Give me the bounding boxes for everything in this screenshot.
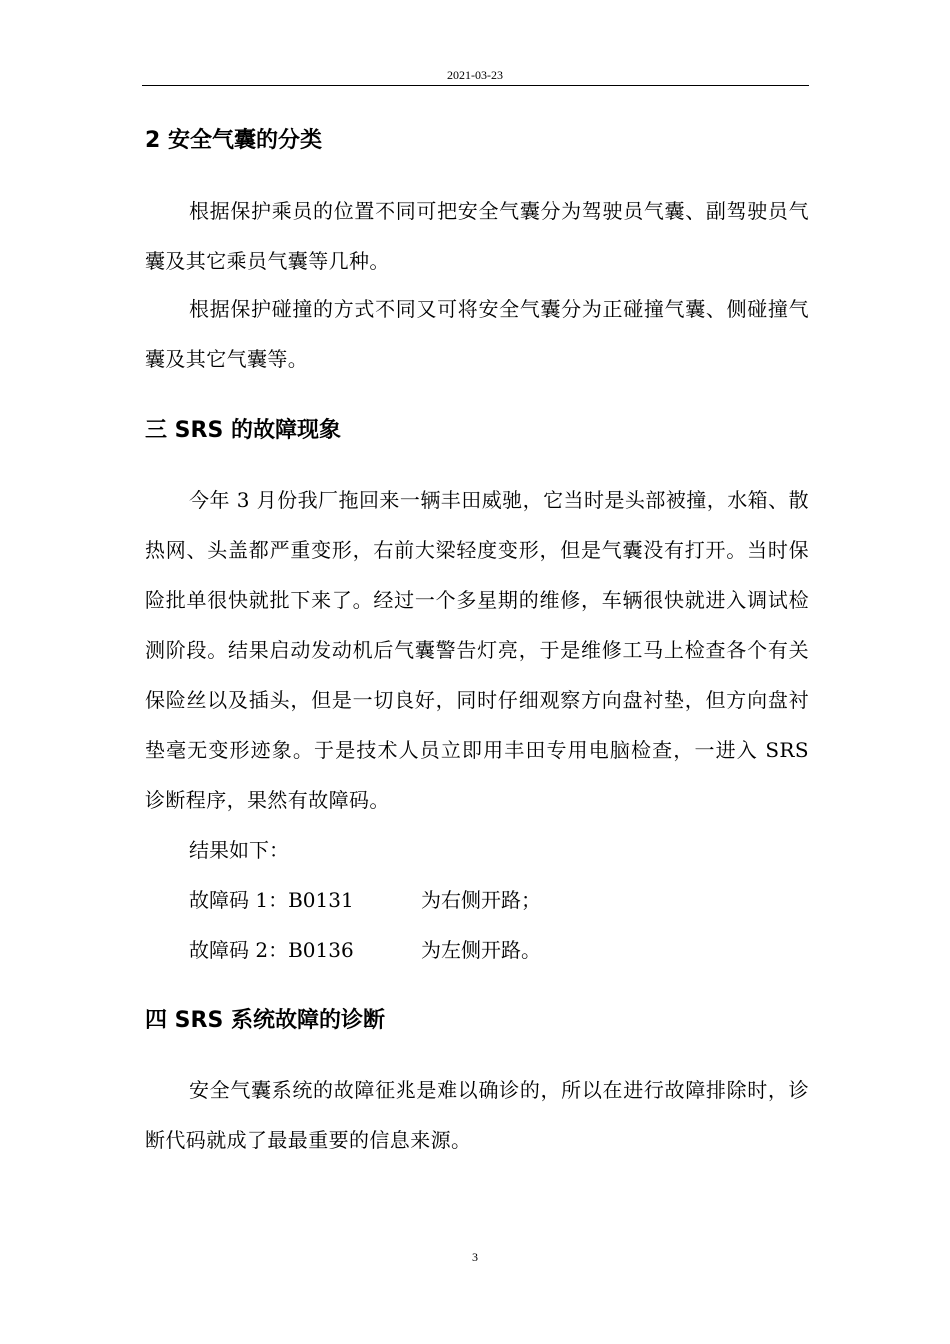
fault-code-desc-1: 为右侧开路； — [421, 888, 541, 912]
paragraph-fault-case: 今年 3 月份我厂拖回来一辆丰田威驰，它当时是头部被撞，水箱、散热网、头盖都严重变形，右前大梁轻度变形，但是气囊没有打开。当时保险批单很快就批下来了。经过一个多星期的维修，车辆很快就进入调试检测阶段。结果启动发动机后气囊警告灯亮，于是维修工马上检查各个有关保险丝以及插头，但是一切良好，同时仔细观察方向盘衬垫，但方向盘衬垫毫无变形迹象。于是技术人员立即用丰田专用电脑检查，一进入 SRS 诊断程序，果然有故障码。 — [145, 488, 809, 812]
section-heading-classification: 2 安全气囊的分类 — [145, 128, 322, 153]
section-heading-diagnosis: 四 SRS 系统故障的诊断 — [145, 1008, 385, 1033]
fault-code-label-2: 故障码 2：B0136 — [189, 938, 354, 962]
header-date: 2021-03-23 — [447, 68, 503, 82]
fault-code-label-1: 故障码 1：B0131 — [189, 888, 354, 912]
fault-code-desc-2: 为左侧开路。 — [421, 938, 541, 962]
section-heading-fault-symptoms: 三 SRS 的故障现象 — [145, 418, 341, 443]
header-rule — [142, 85, 809, 86]
paragraph-diagnosis: 安全气囊系统的故障征兆是难以确诊的，所以在进行故障排除时，诊断代码就成了最最重要的信息来源。 — [145, 1078, 809, 1152]
paragraph-occupant-position: 根据保护乘员的位置不同可把安全气囊分为驾驶员气囊、副驾驶员气囊及其它乘员气囊等几种。 — [145, 199, 809, 273]
paragraph-collision-type: 根据保护碰撞的方式不同又可将安全气囊分为正碰撞气囊、侧碰撞气囊及其它气囊等。 — [145, 297, 809, 371]
result-intro: 结果如下： — [189, 838, 289, 862]
page-number: 3 — [472, 1250, 478, 1264]
